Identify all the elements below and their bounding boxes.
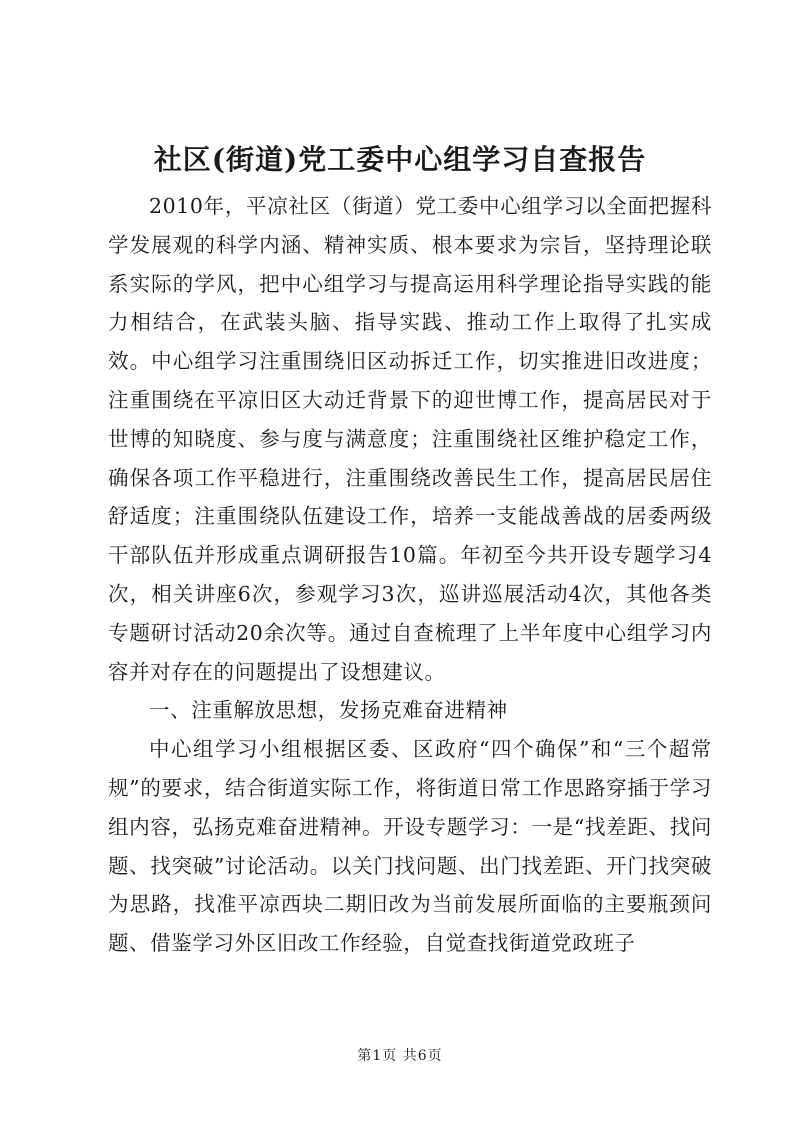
document-title: 社区(街道)党工委中心组学习自查报告 xyxy=(153,143,647,176)
page-number-footer: 第1页 共6页 xyxy=(357,1048,443,1064)
document-body xyxy=(108,187,712,963)
section-heading-1: 一、注重解放思想，发扬克难奋进精神 xyxy=(149,698,508,723)
paragraph-section-1: 中心组学习小组根据区委、区政府“四个确保”和“三个超常规”的要求，结合街道实际工作，将街道日常工作思路穿插于学习组内容，弘扬克难奋进精神。开设专题学习：一是“找差距、找问题、找突破”讨论活动。以关门找问题、出门找差距、开门找突破为思路，找准平凉西块二期旧改为当前发展所面临的主要瓶颈问题、借鉴学习外区旧改工作经验，自觉查找街道党政班子 xyxy=(108,737,712,956)
paragraph-intro: 2010年，平凉社区（街道）党工委中心组学习以全面把握科学发展观的科学内涵、精神实质、根本要求为宗旨，坚持理论联系实际的学风，把中心组学习与提高运用科学理论指导实践的能力相结合，在武装头脑、指导实践、推动工作上取得了扎实成效。中心组学习注重围绕旧区动拆迁工作，切实推进旧改进度；注重围绕在平凉旧区大动迁背景下的迎世博工作，提高居民对于世博的知晓度、参与度与满意度；注重围绕社区维护稳定工作，确保各项工作平稳进行，注重围绕改善民生工作，提高居民居住舒适度；注重围绕队伍建设工作，培养一支能战善战的居委两级干部队伍并形成重点调研报告10篇。年初至今共开设专题学习4次，相关讲座6次，参观学习3次，巡讲巡展活动4次，其他各类专题研讨活动20余次等。通过自查梳理了上半年度中心组学习内容并对存在的问题提出了设想建议。 xyxy=(108,194,712,684)
